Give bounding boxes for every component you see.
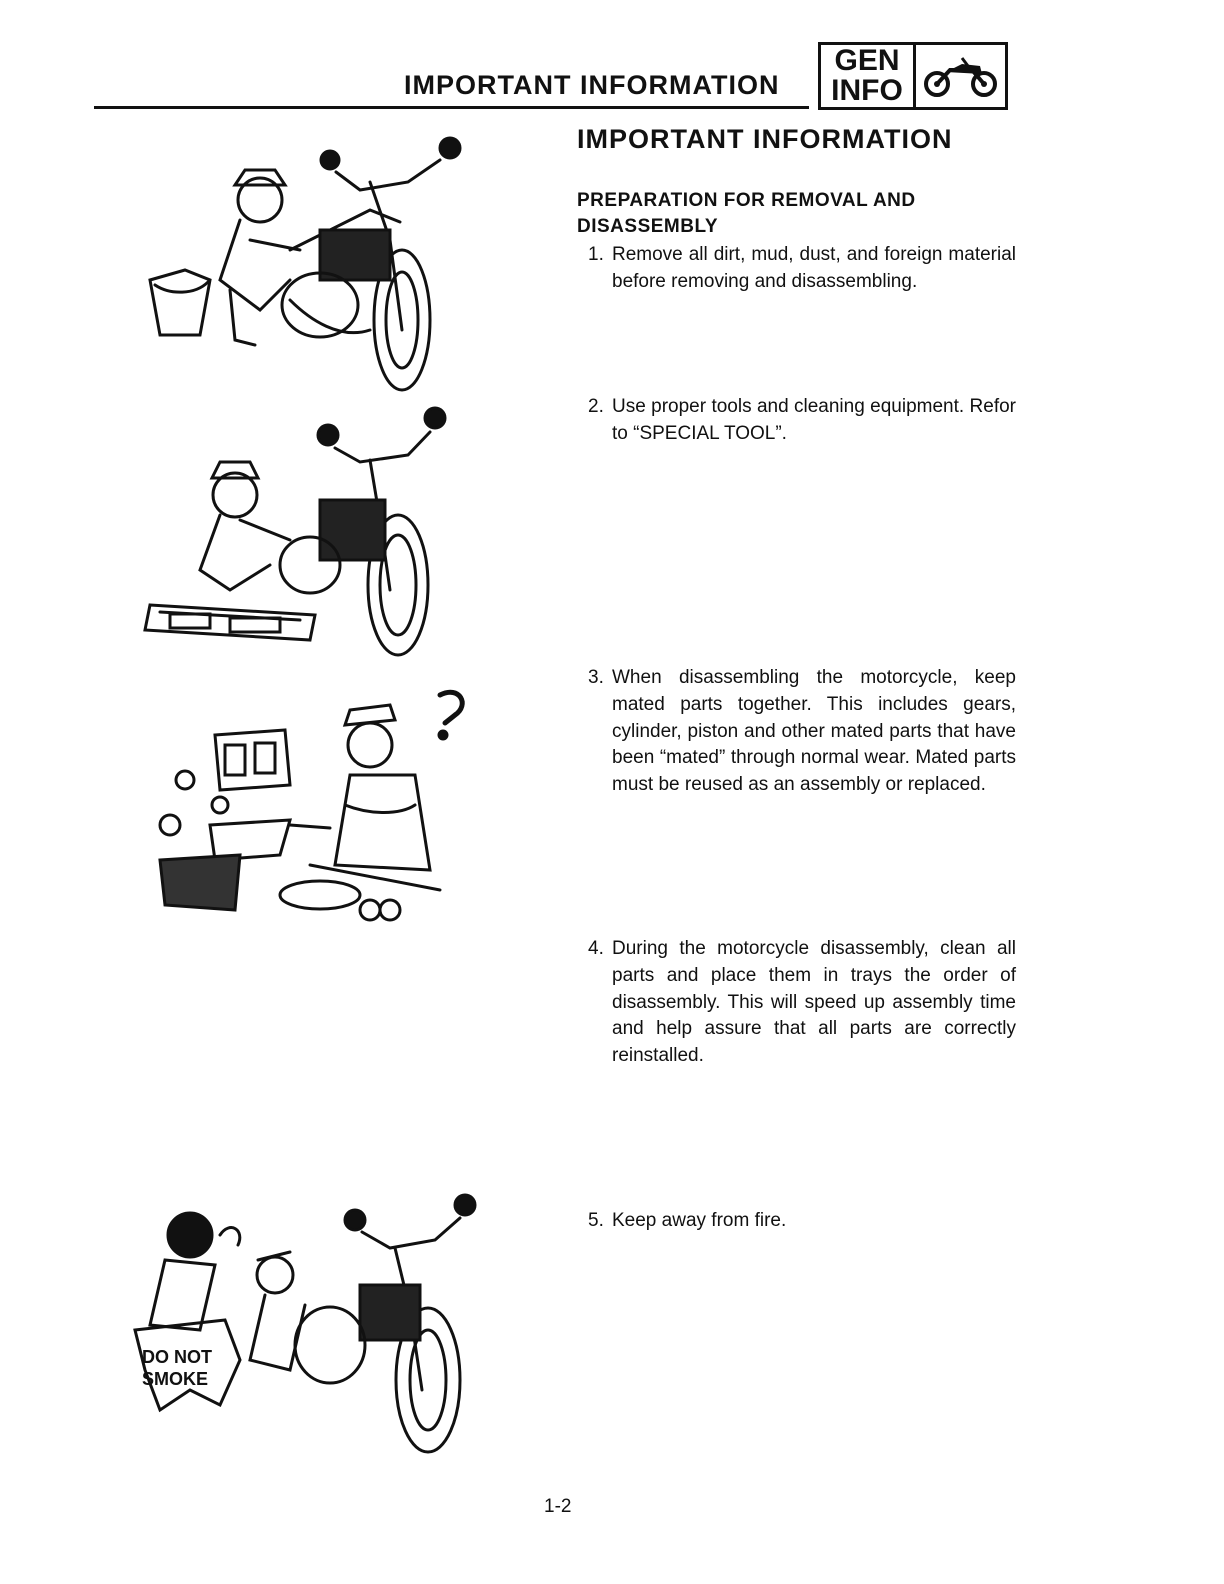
step-number: 2. [588, 396, 604, 417]
step-number: 3. [588, 667, 604, 688]
step-number: 1. [588, 244, 604, 265]
step-3 [588, 665, 1016, 799]
step-2 [588, 394, 1016, 448]
sign-line-2: SMOKE [142, 1369, 209, 1389]
main-title: IMPORTANT INFORMATION [577, 124, 953, 154]
cleaning-illustration [140, 130, 470, 395]
page-header-title: IMPORTANT INFORMATION [404, 70, 780, 100]
section-label [821, 45, 916, 107]
no-smoking-sign [142, 1346, 228, 1398]
step-1 [588, 242, 1016, 296]
section-label-line2: INFO [831, 74, 903, 107]
mated-parts-illustration [140, 665, 480, 925]
step-text: During the motorcycle disassembly, clean all parts and place them in trays the order of disassembly. This will speed up assembly time and help assure that all parts are correctly reinstalled. [612, 938, 1016, 1067]
step-number: 4. [588, 938, 604, 959]
step-5 [588, 1208, 1016, 1235]
sign-line-1: DO NOT [142, 1347, 212, 1367]
page-number: 1-2 [544, 1496, 572, 1517]
step-number: 5. [588, 1210, 604, 1231]
motorcycle-icon [922, 52, 1000, 100]
step-4 [588, 936, 1016, 1070]
no-smoking-illustration [130, 1190, 480, 1460]
header-rule [94, 106, 809, 109]
step-text: When disassembling the motorcycle, keep mated parts together. This includes gears, cylinder, piston and other mated parts that have been “mated” through normal wear. Mated parts must be reused as an assembly or replaced. [612, 667, 1016, 796]
sub-heading: PREPARATION FOR REMOVAL AND DISASSEMBLY [577, 190, 916, 237]
step-text: Use proper tools and cleaning equipment. Refor to “SPECIAL TOOL”. [612, 396, 1016, 444]
tools-illustration [140, 400, 470, 665]
step-text: Keep away from fire. [612, 1210, 787, 1231]
section-label-line1: GEN [834, 44, 900, 77]
section-badge [818, 42, 1008, 110]
step-text: Remove all dirt, mud, dust, and foreign material before removing and disassembling. [612, 244, 1016, 292]
